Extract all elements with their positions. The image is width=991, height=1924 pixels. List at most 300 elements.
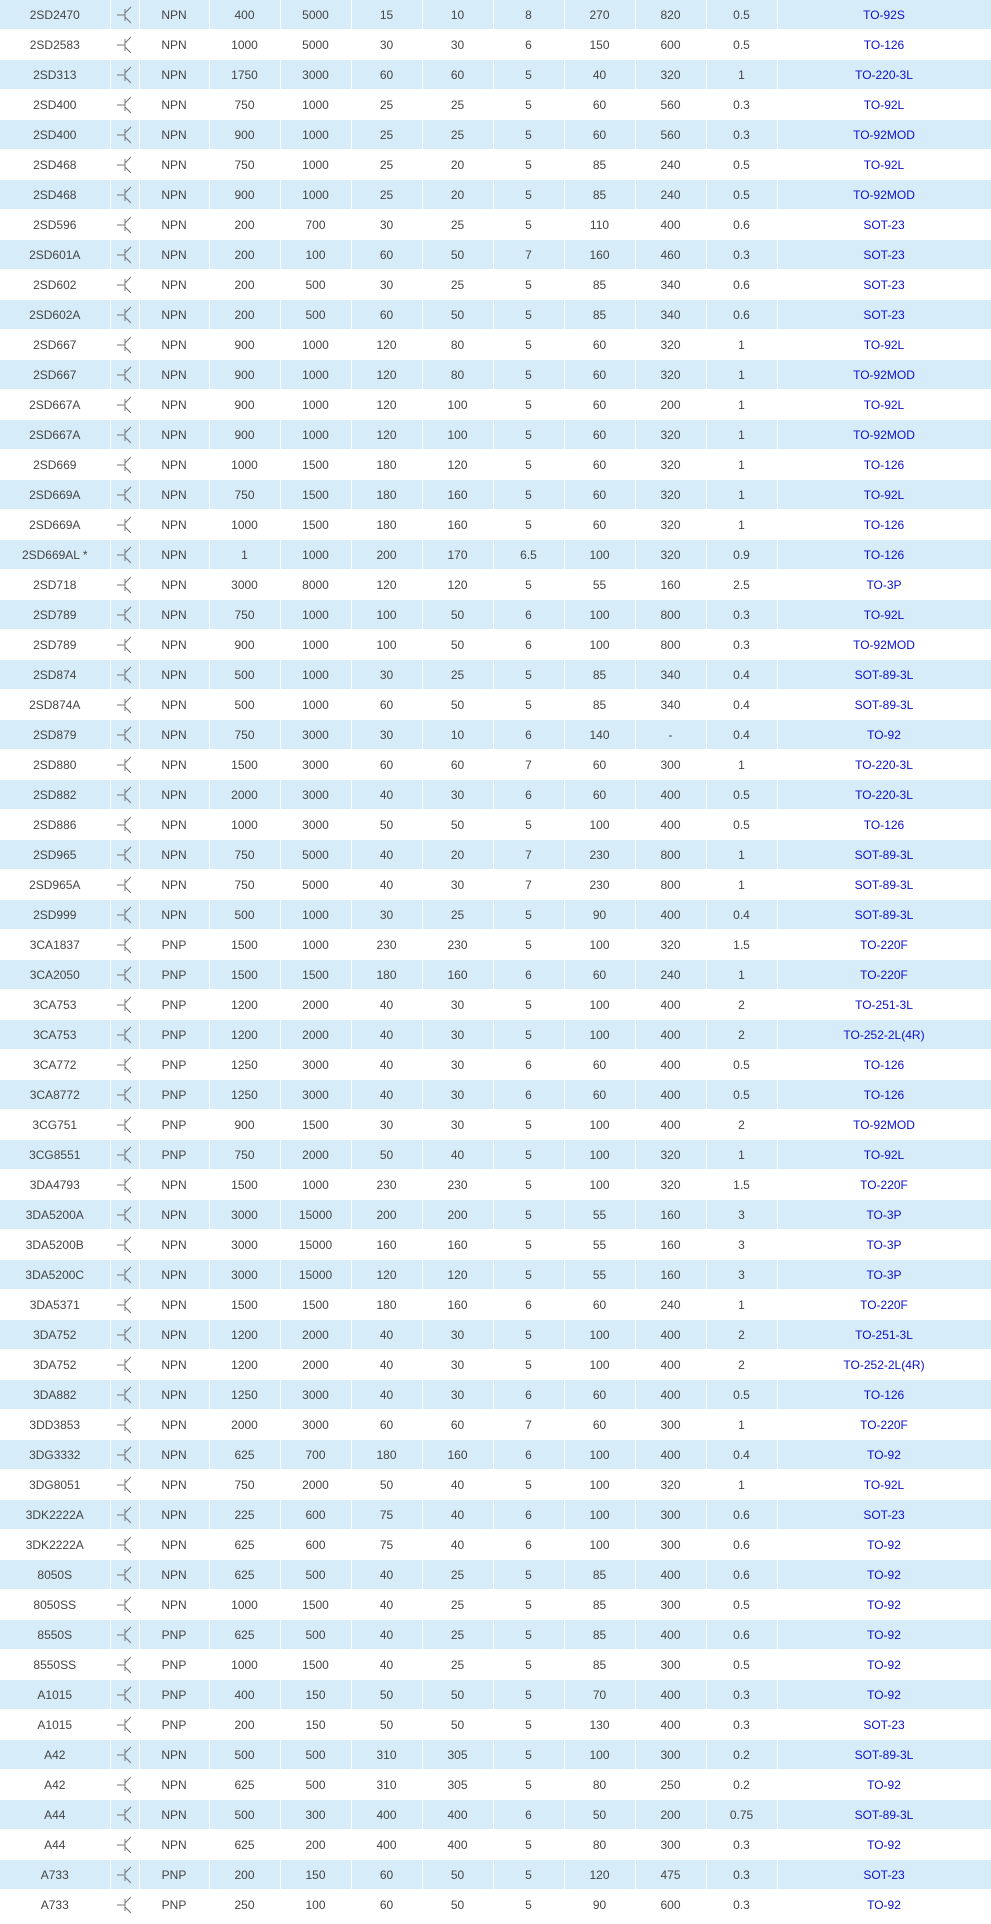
table-row	[0, 480, 991, 510]
package-link[interactable]: TO-92	[777, 1590, 991, 1620]
transistor-symbol-icon	[110, 1650, 139, 1680]
spec-value: 30	[422, 1380, 493, 1410]
table-row	[0, 1380, 991, 1410]
package-link[interactable]: SOT-89-3L	[777, 870, 991, 900]
spec-value: 100	[564, 600, 635, 630]
spec-value: 170	[422, 540, 493, 570]
package-link[interactable]: TO-92MOD	[777, 630, 991, 660]
polarity: NPN	[139, 120, 209, 150]
table-row	[0, 990, 991, 1020]
spec-value: 5	[493, 1860, 564, 1890]
package-link[interactable]: TO-251-3L	[777, 1320, 991, 1350]
spec-value: 30	[351, 720, 422, 750]
spec-value: 5	[493, 900, 564, 930]
spec-value: 6	[493, 780, 564, 810]
spec-value: 180	[351, 450, 422, 480]
package-link[interactable]: TO-220F	[777, 960, 991, 990]
spec-value: 305	[422, 1740, 493, 1770]
polarity: PNP	[139, 1110, 209, 1140]
package-link[interactable]: SOT-23	[777, 300, 991, 330]
spec-value: 100	[564, 630, 635, 660]
spec-value: 40	[351, 1020, 422, 1050]
spec-value: 100	[564, 1110, 635, 1140]
polarity: NPN	[139, 630, 209, 660]
part-number: 2SD667A	[0, 390, 110, 420]
polarity: NPN	[139, 1530, 209, 1560]
table-row	[0, 1170, 991, 1200]
package-link[interactable]: TO-92L	[777, 330, 991, 360]
spec-value: 0.6	[706, 1620, 777, 1650]
transistor-symbol-icon	[110, 270, 139, 300]
spec-value: 320	[635, 540, 706, 570]
part-number: A733	[0, 1860, 110, 1890]
package-link[interactable]: TO-126	[777, 1380, 991, 1410]
transistor-symbol-icon	[110, 1770, 139, 1800]
spec-value: 1000	[209, 450, 280, 480]
spec-value: 150	[280, 1860, 351, 1890]
spec-value: 320	[635, 1470, 706, 1500]
part-number: 2SD789	[0, 630, 110, 660]
package-link[interactable]: TO-220F	[777, 1290, 991, 1320]
spec-value: 0.3	[706, 1680, 777, 1710]
spec-value: 5000	[280, 30, 351, 60]
spec-value: 900	[209, 420, 280, 450]
spec-value: 1	[209, 540, 280, 570]
package-link[interactable]: SOT-23	[777, 1710, 991, 1740]
spec-value: 100	[564, 810, 635, 840]
part-number: 2SD400	[0, 120, 110, 150]
spec-value: 55	[564, 1260, 635, 1290]
polarity: NPN	[139, 1170, 209, 1200]
part-number: A44	[0, 1830, 110, 1860]
spec-value: 120	[351, 330, 422, 360]
spec-value: 6	[493, 720, 564, 750]
spec-value: 5	[493, 360, 564, 390]
spec-value: 40	[564, 60, 635, 90]
spec-value: 200	[635, 390, 706, 420]
part-number: 2SD965A	[0, 870, 110, 900]
table-row	[0, 1080, 991, 1110]
package-link[interactable]: SOT-23	[777, 240, 991, 270]
spec-value: 60	[351, 60, 422, 90]
spec-value: 750	[209, 1140, 280, 1170]
spec-value: 1000	[280, 90, 351, 120]
spec-value: 625	[209, 1830, 280, 1860]
transistor-symbol-icon	[110, 1080, 139, 1110]
spec-value: 100	[351, 600, 422, 630]
table-row	[0, 1020, 991, 1050]
spec-value: 1000	[209, 1590, 280, 1620]
spec-value: 2000	[209, 780, 280, 810]
spec-value: 0.4	[706, 660, 777, 690]
polarity: PNP	[139, 1020, 209, 1050]
package-link[interactable]: TO-92	[777, 1770, 991, 1800]
package-link[interactable]: TO-252-2L(4R)	[777, 1020, 991, 1050]
spec-value: 40	[351, 1590, 422, 1620]
spec-value: 0.75	[706, 1800, 777, 1830]
spec-value: 900	[209, 1110, 280, 1140]
package-link[interactable]: SOT-89-3L	[777, 1800, 991, 1830]
spec-value: 2000	[280, 990, 351, 1020]
table-row	[0, 1890, 991, 1920]
spec-value: 5	[493, 1320, 564, 1350]
polarity: PNP	[139, 1620, 209, 1650]
spec-value: 0.5	[706, 0, 777, 30]
package-link[interactable]: TO-92MOD	[777, 120, 991, 150]
part-number: 3DG3332	[0, 1440, 110, 1470]
package-link[interactable]: TO-252-2L(4R)	[777, 1350, 991, 1380]
package-link[interactable]: TO-92	[777, 1560, 991, 1590]
package-link[interactable]: TO-3P	[777, 1260, 991, 1290]
package-link[interactable]: TO-92MOD	[777, 1110, 991, 1140]
spec-value: 85	[564, 660, 635, 690]
package-link[interactable]: TO-126	[777, 810, 991, 840]
part-number: 3DA5371	[0, 1290, 110, 1320]
spec-value: 0.5	[706, 1650, 777, 1680]
polarity: NPN	[139, 1470, 209, 1500]
spec-value: 0.3	[706, 240, 777, 270]
part-number: 2SD718	[0, 570, 110, 600]
spec-value: 150	[280, 1710, 351, 1740]
package-link[interactable]: TO-126	[777, 450, 991, 480]
polarity: PNP	[139, 960, 209, 990]
spec-value: 900	[209, 330, 280, 360]
spec-value: 2	[706, 1320, 777, 1350]
table-row	[0, 390, 991, 420]
spec-value: 60	[564, 90, 635, 120]
package-link[interactable]: TO-92L	[777, 1140, 991, 1170]
spec-value: 0.4	[706, 1440, 777, 1470]
spec-value: 400	[209, 0, 280, 30]
spec-value: 5	[493, 810, 564, 840]
table-row	[0, 240, 991, 270]
part-number: 3CG751	[0, 1110, 110, 1140]
spec-value: 0.4	[706, 900, 777, 930]
spec-value: 1250	[209, 1080, 280, 1110]
package-link[interactable]: TO-220-3L	[777, 780, 991, 810]
spec-value: 500	[209, 660, 280, 690]
spec-value: 15000	[280, 1260, 351, 1290]
package-link[interactable]: TO-92MOD	[777, 420, 991, 450]
package-link[interactable]: TO-3P	[777, 1200, 991, 1230]
spec-value: 320	[635, 930, 706, 960]
table-row	[0, 690, 991, 720]
polarity: PNP	[139, 1080, 209, 1110]
transistor-symbol-icon	[110, 990, 139, 1020]
spec-value: 5	[493, 1260, 564, 1290]
spec-value: 50	[564, 1800, 635, 1830]
spec-value: 7	[493, 750, 564, 780]
spec-value: 80	[564, 1830, 635, 1860]
part-number: 2SD669AL *	[0, 540, 110, 570]
package-link[interactable]: TO-92	[777, 1620, 991, 1650]
package-link[interactable]: TO-126	[777, 540, 991, 570]
spec-value: 1	[706, 420, 777, 450]
spec-value: 30	[351, 900, 422, 930]
spec-value: 7	[493, 870, 564, 900]
spec-value: 25	[422, 660, 493, 690]
part-number: 2SD667A	[0, 420, 110, 450]
table-row	[0, 1110, 991, 1140]
transistor-symbol-icon	[110, 1050, 139, 1080]
package-link[interactable]: SOT-89-3L	[777, 690, 991, 720]
table-row	[0, 30, 991, 60]
transistor-symbol-icon	[110, 600, 139, 630]
package-link[interactable]: TO-92	[777, 1830, 991, 1860]
spec-value: 150	[564, 30, 635, 60]
package-link[interactable]: TO-220-3L	[777, 750, 991, 780]
spec-value: 25	[422, 900, 493, 930]
package-link[interactable]: SOT-89-3L	[777, 1740, 991, 1770]
spec-value: 40	[422, 1140, 493, 1170]
spec-value: 30	[422, 1350, 493, 1380]
spec-value: 0.3	[706, 1890, 777, 1920]
spec-value: 5	[493, 570, 564, 600]
spec-value: 1500	[209, 1290, 280, 1320]
spec-value: 5000	[280, 870, 351, 900]
polarity: NPN	[139, 270, 209, 300]
spec-value: 5	[493, 1020, 564, 1050]
spec-value: 500	[280, 1620, 351, 1650]
spec-value: 30	[351, 30, 422, 60]
spec-value: 1	[706, 480, 777, 510]
table-row	[0, 900, 991, 930]
transistor-symbol-icon	[110, 720, 139, 750]
package-link[interactable]: TO-220F	[777, 1410, 991, 1440]
spec-value: 1000	[280, 930, 351, 960]
polarity: NPN	[139, 900, 209, 930]
package-link[interactable]: TO-92	[777, 1680, 991, 1710]
spec-value: 1200	[209, 1320, 280, 1350]
spec-value: 900	[209, 120, 280, 150]
package-link[interactable]: TO-126	[777, 1080, 991, 1110]
package-link[interactable]: TO-3P	[777, 570, 991, 600]
table-row	[0, 1650, 991, 1680]
package-link[interactable]: TO-220-3L	[777, 60, 991, 90]
spec-value: 20	[422, 180, 493, 210]
table-row	[0, 1710, 991, 1740]
package-link[interactable]: SOT-23	[777, 1860, 991, 1890]
polarity: PNP	[139, 990, 209, 1020]
package-link[interactable]: TO-92	[777, 1440, 991, 1470]
spec-value: 400	[635, 1110, 706, 1140]
table-row	[0, 1350, 991, 1380]
spec-value: 60	[422, 1410, 493, 1440]
part-number: 3DK2222A	[0, 1530, 110, 1560]
spec-value: 5	[493, 390, 564, 420]
spec-value: 1	[706, 390, 777, 420]
spec-value: 60	[564, 780, 635, 810]
spec-value: 30	[422, 30, 493, 60]
spec-value: 300	[635, 1740, 706, 1770]
package-link[interactable]: SOT-23	[777, 270, 991, 300]
spec-value: 750	[209, 90, 280, 120]
part-number: 8550SS	[0, 1650, 110, 1680]
part-number: A1015	[0, 1680, 110, 1710]
table-row	[0, 1860, 991, 1890]
package-link[interactable]: SOT-89-3L	[777, 840, 991, 870]
part-number: 8050SS	[0, 1590, 110, 1620]
spec-value: 50	[422, 810, 493, 840]
spec-value: 1500	[280, 960, 351, 990]
spec-value: 5	[493, 1890, 564, 1920]
spec-value: 1	[706, 840, 777, 870]
package-link[interactable]: SOT-89-3L	[777, 900, 991, 930]
table-row	[0, 450, 991, 480]
transistor-symbol-icon	[110, 1380, 139, 1410]
package-link[interactable]: TO-251-3L	[777, 990, 991, 1020]
spec-value: 1000	[280, 420, 351, 450]
package-link[interactable]: TO-126	[777, 510, 991, 540]
part-number: 3CA8772	[0, 1080, 110, 1110]
spec-value: 25	[351, 150, 422, 180]
polarity: NPN	[139, 1200, 209, 1230]
transistor-symbol-icon	[110, 900, 139, 930]
spec-value: 1500	[209, 1170, 280, 1200]
spec-value: 625	[209, 1770, 280, 1800]
package-link[interactable]: TO-220F	[777, 930, 991, 960]
spec-value: 60	[564, 480, 635, 510]
spec-value: 400	[351, 1800, 422, 1830]
spec-value: 250	[635, 1770, 706, 1800]
spec-value: 1	[706, 1470, 777, 1500]
spec-value: 400	[422, 1830, 493, 1860]
spec-value: 160	[635, 1230, 706, 1260]
spec-value: 5	[493, 480, 564, 510]
spec-value: 20	[422, 840, 493, 870]
polarity: NPN	[139, 480, 209, 510]
transistor-symbol-icon	[110, 0, 139, 30]
transistor-symbol-icon	[110, 1020, 139, 1050]
transistor-symbol-icon	[110, 690, 139, 720]
part-number: 2SD468	[0, 150, 110, 180]
spec-value: 50	[422, 300, 493, 330]
table-row	[0, 1560, 991, 1590]
spec-value: 160	[422, 480, 493, 510]
package-link[interactable]: TO-92	[777, 1530, 991, 1560]
transistor-symbol-icon	[110, 870, 139, 900]
spec-value: 100	[564, 990, 635, 1020]
spec-value: 15000	[280, 1200, 351, 1230]
spec-value: 2	[706, 1020, 777, 1050]
part-number: 2SD601A	[0, 240, 110, 270]
spec-value: 1000	[280, 390, 351, 420]
package-link[interactable]: SOT-89-3L	[777, 660, 991, 690]
polarity: NPN	[139, 1440, 209, 1470]
spec-value: 1	[706, 360, 777, 390]
package-link[interactable]: TO-92L	[777, 1470, 991, 1500]
polarity: NPN	[139, 1740, 209, 1770]
polarity: NPN	[139, 690, 209, 720]
spec-value: 180	[351, 510, 422, 540]
polarity: PNP	[139, 1710, 209, 1740]
spec-value: 7	[493, 1410, 564, 1440]
package-link[interactable]: TO-126	[777, 1050, 991, 1080]
spec-value: 60	[422, 750, 493, 780]
package-link[interactable]: TO-3P	[777, 1230, 991, 1260]
package-link[interactable]: TO-126	[777, 30, 991, 60]
transistor-symbol-icon	[110, 1890, 139, 1920]
package-link[interactable]: TO-92L	[777, 390, 991, 420]
spec-value: 5	[493, 1200, 564, 1230]
spec-value: 1	[706, 1140, 777, 1170]
polarity: PNP	[139, 1050, 209, 1080]
spec-value: 60	[564, 390, 635, 420]
spec-value: 40	[422, 1500, 493, 1530]
spec-value: 1000	[280, 600, 351, 630]
part-number: 3CA2050	[0, 960, 110, 990]
spec-value: 0.3	[706, 120, 777, 150]
spec-value: 6	[493, 1050, 564, 1080]
package-link[interactable]: SOT-23	[777, 210, 991, 240]
spec-value: 25	[422, 1620, 493, 1650]
spec-value: 3	[706, 1230, 777, 1260]
package-link[interactable]: TO-92MOD	[777, 360, 991, 390]
spec-value: 60	[564, 120, 635, 150]
spec-value: 30	[422, 1320, 493, 1350]
spec-value: 750	[209, 600, 280, 630]
spec-value: 1.5	[706, 1170, 777, 1200]
table-row	[0, 930, 991, 960]
package-link[interactable]: TO-220F	[777, 1170, 991, 1200]
spec-value: 600	[280, 1530, 351, 1560]
spec-value: 120	[351, 420, 422, 450]
package-link[interactable]: TO-92	[777, 1650, 991, 1680]
spec-value: 500	[280, 1740, 351, 1770]
spec-value: 1500	[280, 480, 351, 510]
spec-value: 0.3	[706, 90, 777, 120]
package-link[interactable]: TO-92L	[777, 90, 991, 120]
polarity: NPN	[139, 600, 209, 630]
spec-value: 1500	[280, 1590, 351, 1620]
spec-value: 0.5	[706, 810, 777, 840]
package-link[interactable]: TO-92S	[777, 0, 991, 30]
transistor-symbol-icon	[110, 1500, 139, 1530]
package-link[interactable]: TO-92MOD	[777, 180, 991, 210]
spec-value: 230	[422, 930, 493, 960]
spec-value: 0.5	[706, 150, 777, 180]
spec-value: 40	[351, 1320, 422, 1350]
spec-value: 60	[422, 60, 493, 90]
spec-value: 240	[635, 1290, 706, 1320]
spec-value: 0.3	[706, 1710, 777, 1740]
package-link[interactable]: TO-92	[777, 720, 991, 750]
spec-value: 1000	[280, 180, 351, 210]
part-number: 2SD2470	[0, 0, 110, 30]
part-number: 2SD667	[0, 360, 110, 390]
spec-value: 60	[564, 1290, 635, 1320]
part-number: 8550S	[0, 1620, 110, 1650]
part-number: A44	[0, 1800, 110, 1830]
part-number: 2SD596	[0, 210, 110, 240]
table-row	[0, 840, 991, 870]
package-link[interactable]: TO-92L	[777, 150, 991, 180]
spec-value: 625	[209, 1620, 280, 1650]
spec-value: 80	[564, 1770, 635, 1800]
spec-value: 60	[351, 690, 422, 720]
package-link[interactable]: TO-92	[777, 1890, 991, 1920]
spec-value: 320	[635, 330, 706, 360]
spec-value: 340	[635, 660, 706, 690]
package-link[interactable]: SOT-23	[777, 1500, 991, 1530]
spec-value: 750	[209, 150, 280, 180]
table-row	[0, 1050, 991, 1080]
package-link[interactable]: TO-92L	[777, 480, 991, 510]
spec-value: 100	[564, 1740, 635, 1770]
package-link[interactable]: TO-92L	[777, 600, 991, 630]
spec-value: 0.4	[706, 720, 777, 750]
transistor-symbol-icon	[110, 840, 139, 870]
